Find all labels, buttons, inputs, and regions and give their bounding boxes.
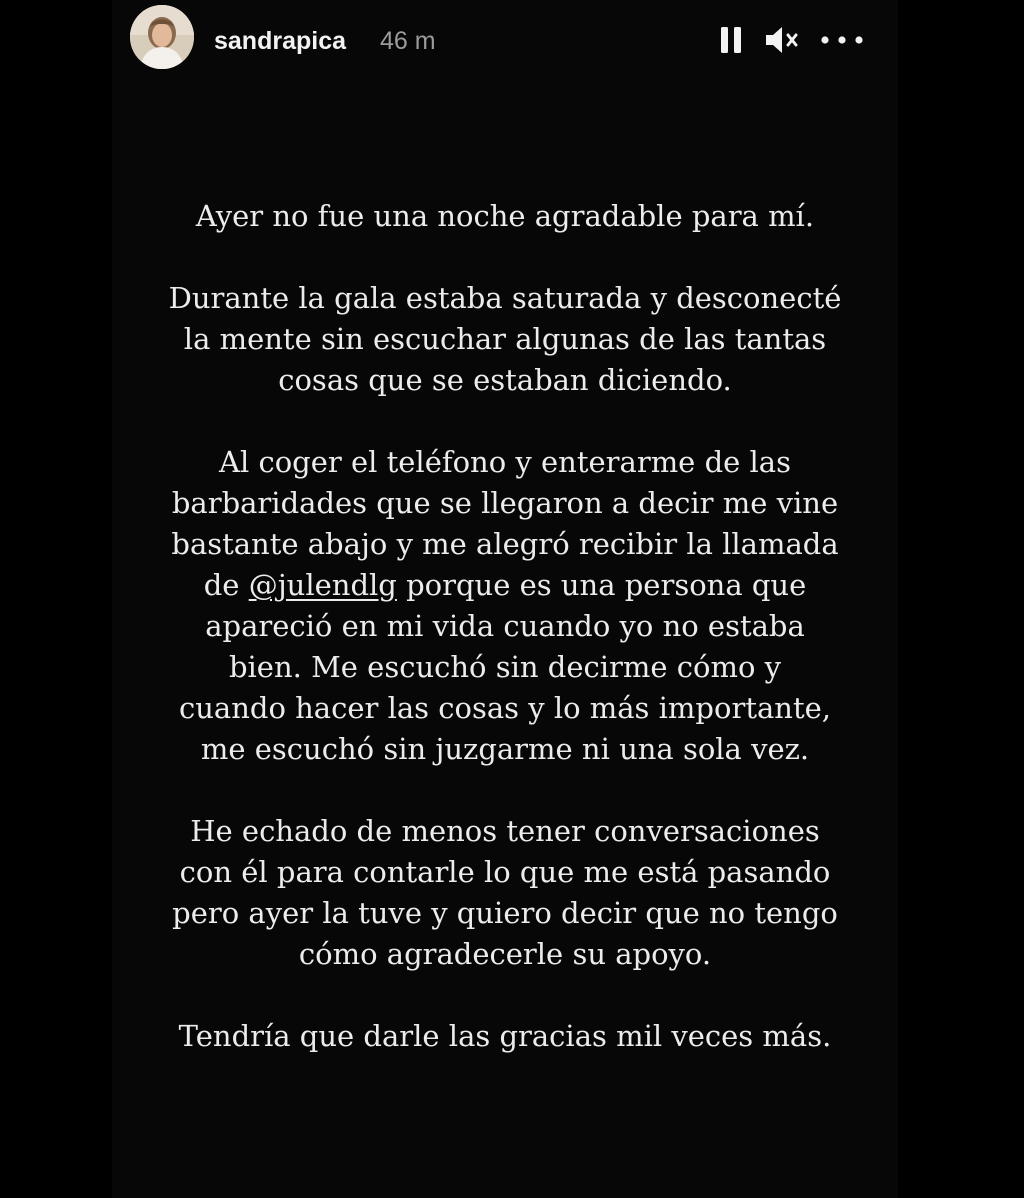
story-paragraph-3: [112, 442, 898, 770]
more-horizontal-icon: [819, 35, 865, 45]
story-line: pero ayer la tuve y quiero decir que no tengo: [172, 896, 838, 930]
story-paragraph-5: [112, 1016, 898, 1057]
story-text-content: [112, 196, 898, 1098]
story-paragraph-2: [112, 278, 898, 401]
story-text-fragment: porque es una persona que: [396, 568, 807, 602]
story-line: Tendría que darle las gracias mil veces más.: [178, 1019, 832, 1053]
story-viewer: [112, 0, 898, 1198]
story-header: [112, 0, 898, 80]
story-line: barbaridades que se llegaron a decir me vine: [171, 486, 839, 520]
story-username[interactable]: sandrapica: [214, 27, 347, 55]
story-line: He echado de menos tener conversaciones: [190, 814, 820, 848]
story-line: cuando hacer las cosas y lo más importante,: [179, 691, 831, 725]
story-line: la mente sin escuchar algunas de las tantas: [183, 322, 827, 356]
story-line: con él para contarle lo que me está pasando: [179, 855, 831, 889]
profile-avatar[interactable]: [130, 5, 194, 69]
story-line: Ayer no fue una noche agradable para mí.: [195, 199, 815, 233]
story-line-with-mention: [112, 565, 898, 606]
pause-icon: [720, 26, 742, 54]
story-line: bastante abajo y me alegró recibir la llamada: [171, 527, 839, 561]
story-paragraph-1: [112, 196, 898, 237]
more-options-button[interactable]: [814, 22, 870, 58]
story-line: Al coger el teléfono y enterarme de las: [219, 445, 791, 479]
pause-button[interactable]: [714, 22, 748, 58]
mute-button[interactable]: [760, 22, 804, 58]
story-line: cómo agradecerle su apoyo.: [298, 937, 712, 971]
story-line: bien. Me escuchó sin decirme cómo y: [228, 650, 782, 684]
story-time-ago: 46 m: [380, 27, 436, 55]
story-line: Durante la gala estaba saturada y desconecté: [168, 281, 842, 315]
story-line: me escuchó sin juzgarme ni una sola vez.: [200, 732, 810, 766]
avatar-photo-icon: [130, 5, 194, 69]
story-line: apareció en mi vida cuando yo no estaba: [205, 609, 805, 643]
story-paragraph-4: [112, 811, 898, 975]
mention-link[interactable]: @julendlg: [248, 568, 397, 602]
story-text-fragment: de: [203, 568, 249, 602]
speaker-muted-icon: [764, 25, 800, 55]
story-line: cosas que se estaban diciendo.: [278, 363, 732, 397]
